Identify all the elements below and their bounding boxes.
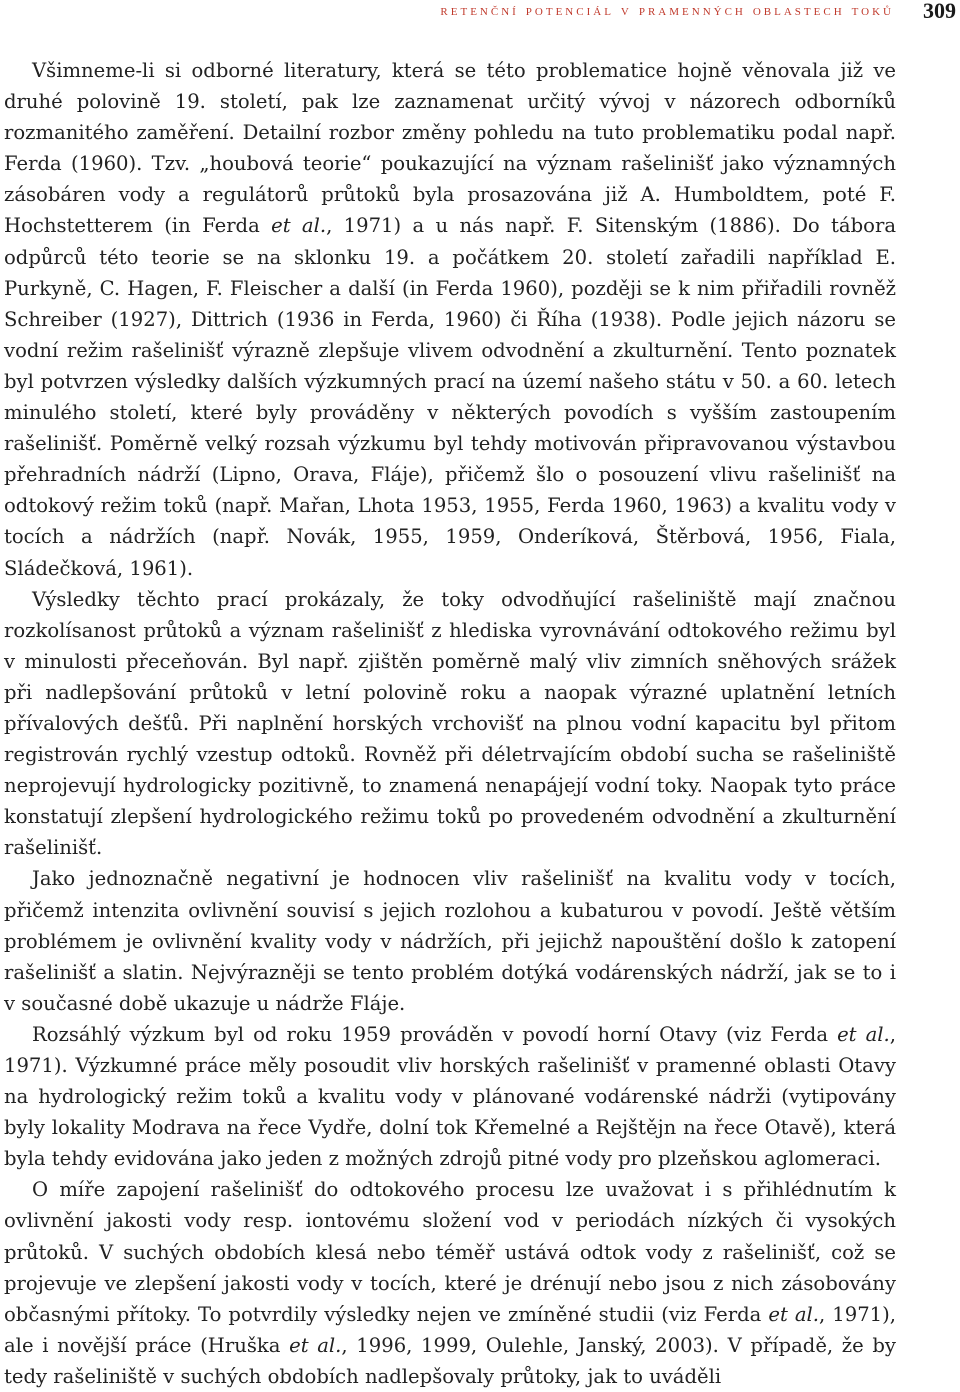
paragraph: Jako jednoznačně negativní je hodnocen vliv rašelinišť na kvalitu vody v tocích, přičemž intenzita ovlivnění souvisí s jejich rozlohou a kubaturou v povodí. Ještě větším problémem je ovlivnění kvality vody v nádržích, při jejichž napouštění došlo k zatopení rašelinišť a slatin. Nejvýrazněji se tento problém dotýká vodárenských nádrží, jak se to i v současné době ukazuje u nádrže Fláje. (4, 867, 896, 1015)
paragraph: O míře zapojení rašelinišť do odtokového procesu lze uvažovat i s přihlédnutím k ovlivnění jakosti vody resp. iontovému složení vod v periodách nízkých či vysokých průtoků. V suchých obdobích klesá nebo téměř ustává odtok vody z rašelinišť, což se projevuje ve zlepšení jakosti vody v tocích, které je drénují nebo jsou z nich zásobovány občasnými přítoky. To potvrdily výsledky nejen ve zmíněné studii (viz Ferda et al., 1971), ale i novější práce (Hruška et al., 1996, 1999, Oulehle, Janský, 2003). V případě, že by tedy rašeliniště v suchých obdobích nadlepšovaly průtoky, jak to uváděli (4, 1178, 897, 1388)
article-body (4, 55, 896, 1392)
running-title: retenční potenciál v pramenných oblastech toků (440, 2, 894, 19)
paragraph: Všimneme-li si odborné literatury, která se této problematice hojně věnovala již ve druhé polovině 19. století, pak lze zaznamenat určitý vývoj v názorech odborníků rozmanitého zaměření. Detailní rozbor změny pohledu na tuto problematiku podal např. Ferda (1960). Tzv. „houbová teorie“ poukazující na význam rašelinišť jako významných zásobáren vody a regulátorů průtoků byla prosazována již A. Humboldtem, poté F. Hochstetterem (in Ferda et al., 1971) a u nás např. F. Sitenským (1886). Do tábora odpůrců této teorie se na sklonku 19. a počátkem 20. století zařadili například E. Purkyně, C. Hagen, F. Fleischer a další (in Ferda 1960), později se k nim přiřadili rovněž Schreiber (1927), Dittrich (1936 in Ferda, 1960) či Říha (1938). Podle jejich názoru se vodní režim rašelinišť výrazně zlepšuje vlivem odvodnění a zkulturnění. Tento poznatek byl potvrzen výsledky dalších výzkumných prací na území našeho státu v 50. a 60. letech minulého století, které byly prováděny v některých povodích s vyšším zastoupením rašelinišť. Poměrně velký rozsah výzkumu byl tehdy motivován připravovanou výstavbou přehradních nádrží (Lipno, Orava, Fláje), přičemž šlo o posouzení vlivu rašelinišť na odtokový režim toků (např. Mařan, Lhota 1953, 1955, Ferda 1960, 1963) a kvalitu vody v tocích a nádržích (např. Novák, 1955, 1959, Onderíková, Štěrbová, 1956, Fiala, Sládečková, 1961). (4, 59, 897, 580)
running-header (0, 0, 960, 30)
page-number: 309 (923, 0, 956, 23)
paragraph: Výsledky těchto prací prokázaly, že toky odvodňující rašeliniště mají značnou rozkolísanost průtoků a význam rašelinišť z hlediska vyrovnávání odtokového režimu byl v minulosti přeceňován. Byl např. zjištěn poměrně malý vliv zimních sněhových srážek při nadlepšování průtoků v letní polovině roku a naopak výrazné uplatnění letních přívalových dešťů. Při naplnění horských vrchovišť na plnou vodní kapacitu byl přitom registrován rychlý vzestup odtoků. Rovněž při déletrvajícím období sucha se rašeliniště neprojevují hydrologicky pozitivně, to znamená nenapájejí vodní toky. Naopak tyto práce konstatují zlepšení hydrologického režimu toků po provedeném odvodnění a zkulturnění rašelinišť. (4, 587, 896, 860)
paragraph: Rozsáhlý výzkum byl od roku 1959 prováděn v povodí horní Otavy (viz Ferda et al., 1971). Výzkumné práce měly posoudit vliv horských rašelinišť v pramenné oblasti Otavy na hydrologický režim toků a kvalitu vody v plánované vodárenské nádrži (vytipovány byly lokality Modrava na řece Vydře, dolní tok Křemelné a Rejštějn na řece Otavě), která byla tehdy evidována jako jeden z možných zdrojů pitné vody pro plzeňskou aglomeraci. (4, 1022, 896, 1171)
